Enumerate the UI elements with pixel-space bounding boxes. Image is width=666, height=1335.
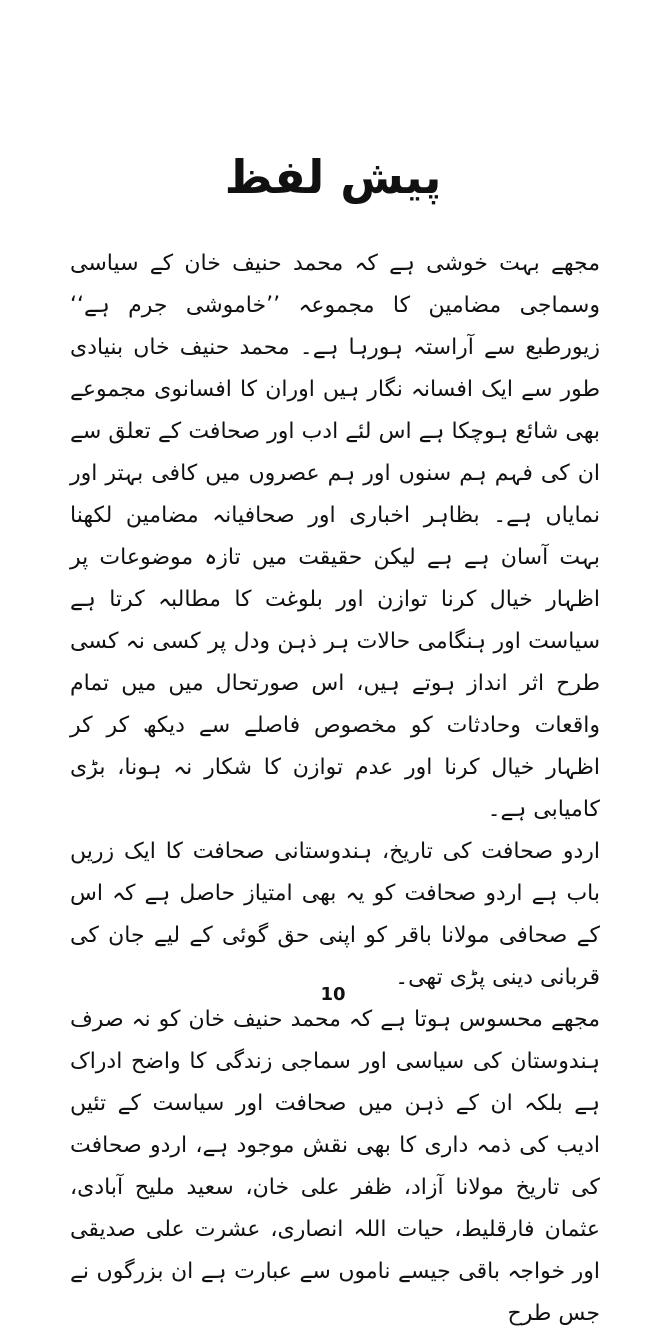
paragraph-2: اردو صحافت کی تاریخ، ہندوستانی صحافت کا ایک زریں باب ہے اردو صحافت کو یہ بھی امتیاز حاصل ہے کہ اس کے صحافی مولانا باقر کو اپنی حق گوئی کے لیے جان کی قربانی دینی پڑی تھی۔ [70,839,600,990]
chapter-title: پیش لفظ [224,150,442,204]
body-text [70,243,600,1335]
paragraph-1: مجھے بہت خوشی ہے کہ محمد حنیف خان کے سیاسی وسماجی مضامین کا مجموعہ ’’خاموشی جرم ہے‘‘ زیورطبع سے آراستہ ہورہا ہے۔ محمد حنیف خاں بنیادی طور سے ایک افسانہ نگار ہیں اوران کا افسانوی مجموعے بھی شائع ہوچکا ہے اس لئے ادب اور صحافت کے تعلق سے ان کی فہم ہم سنوں اور ہم عصروں میں کافی بہتر اور نمایاں ہے۔ بظاہر اخباری اور صحافیانہ مضامین لکھنا بہت آسان ہے ہے لیکن حقیقت میں تازہ موضوعات پر اظہار خیال کرنا توازن اور بلوغت کا مطالبہ کرتا ہے سیاست اور ہنگامی حالات ہر ذہن ودل پر کسی نہ کسی طرح اثر انداز ہوتے ہیں، اس صورتحال میں میں تمام واقعات وحادثات کو مخصوص فاصلے سے دیکھ کر کر اظہار خیال کرنا اور عدم توازن کا شکار نہ ہونا، بڑی کامیابی ہے۔ [70,251,600,822]
page-number: 10 [320,984,346,1005]
paragraph-3: مجھے محسوس ہوتا ہے کہ محمد حنیف خان کو نہ صرف ہندوستان کی سیاسی اور سماجی زندگی کا واضح ادراک ہے بلکہ ان کے ذہن میں صحافت اور سیاست کے تئیں ادیب کی ذمہ داری کا بھی نقش موجود ہے، اردو صحافت کی تاریخ مولانا آزاد، ظفر علی خان، سعید ملیح آبادی، عثمان فارقلیط، حیات اللہ انصاری، عشرت علی صدیقی اور خواجہ باقی جیسے ناموں سے عبارت ہے ان بزرگوں نے جس طرح [70,1007,600,1326]
